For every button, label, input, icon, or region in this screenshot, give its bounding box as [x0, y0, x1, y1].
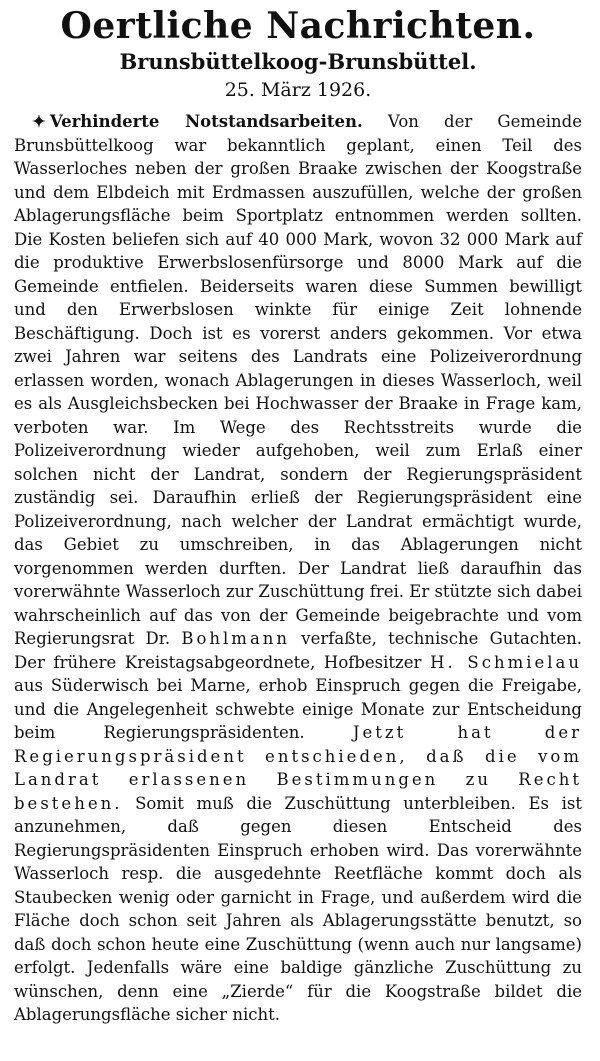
- article-text-part-1: Von der Gemeinde Brunsbüttelkoog war bekanntlich geplant, einen Teil des Wasserloches neben der großen Braake zwischen der Koogstraße und dem Elbdeich mit Erdmassen auszufüllen, welche der großen Ablagerungsfläche beim Sportplatz entnommen werden sollten. Die Kosten beliefen sich auf 40 000 Mark, wovon 32 000 Mark auf die produktive Erwerbslosenfürsorge und 8000 Mark auf die Gemeinde entfielen. Beiderseits waren diese Summen bewilligt und den Erwerbslosen winkte für einige Zeit lohnende Beschäftigung. Doch ist es vorerst anders gekommen. Vor etwa zwei Jahren war seitens des Landrats eine Polizeiverordnung erlassen worden, wonach Ablagerungen in dieses Wasserloch, weil es als Ausgleichsbecken bei Hochwasser der Braake in Frage kam, verboten war. Im Wege des Rechtsstreits wurde die Polizeiverordnung wieder aufgehoben, weil zum Erlaß einer solchen nicht der Landrat, sondern der Regierungspräsident zuständig sei. Daraufhin erließ der Regierungspräsident eine Polizeiverordnung, nach welcher der Landrat ermächtigt wurde, das Gebiet zu umschreiben, in das Ablagerungen nicht vorgenommen werden durften. Der Landrat ließ daraufhin das vorerwähnte Wasserloch zur Zuschüttung frei. Er stützte sich dabei wahrscheinlich auf das von der Gemeinde beigebrachte und vom Regierungsrat Dr.: [14, 112, 583, 648]
- section-headline: Oertliche Nachrichten.: [60, 5, 536, 47]
- locality-subheading: Brunsbüttelkoog-Brunsbüttel.: [119, 49, 477, 74]
- article-text-part-3: aus Süderwisch bei Marne, erhob Einspruch gegen die Freigabe, und die Angelegenheit schwebte einige Monate zur Entscheidung beim Regierungspräsidenten.: [14, 676, 582, 742]
- person-name-schmielau: H. Schmielau: [430, 652, 583, 672]
- article-text-part-2: verfaßte, technische Gutachten. Der frühere Kreistagsabgeordnete, Hofbesitzer: [14, 629, 582, 672]
- article-body: [14, 110, 582, 1027]
- article-text-part-4: Somit muß die Zuschüttung unterbleiben. Es ist anzunehmen, daß gegen diesen Entscheid des Regierungspräsidenten Einspruch erhoben wird. Das vorerwähnte Wasserloch resp. die ausgedehnte Reetfläche kommt doch als Staubecken wenig oder garnicht in Frage, und außerdem wird die Fläche doch schon seit Jahren als Ablagerungsstätte benutzt, so daß doch schon heute eine Zuschüttung (wenn auch nur langsame) erfolgt. Jedenfalls wäre eine baldige gänzliche Zuschüttung zu wünschen, denn eine „Zierde“ für die Koogstraße bildet die Ablagerungsfläche sicher nicht.: [14, 793, 582, 1024]
- lead-ornament-icon: ✦: [32, 112, 46, 131]
- dateline: 25. März 1926.: [224, 79, 372, 101]
- person-name-bohlmann: Bohlmann: [181, 629, 291, 648]
- article-title: Verhinderte Notstandsarbeiten.: [49, 112, 363, 131]
- emphasized-decision: Jetzt hat der Regierungspräsident entschieden, daß die vom Landrat erlassenen Bestimmungen zu Recht bestehen.: [14, 723, 582, 813]
- masthead: [14, 4, 582, 104]
